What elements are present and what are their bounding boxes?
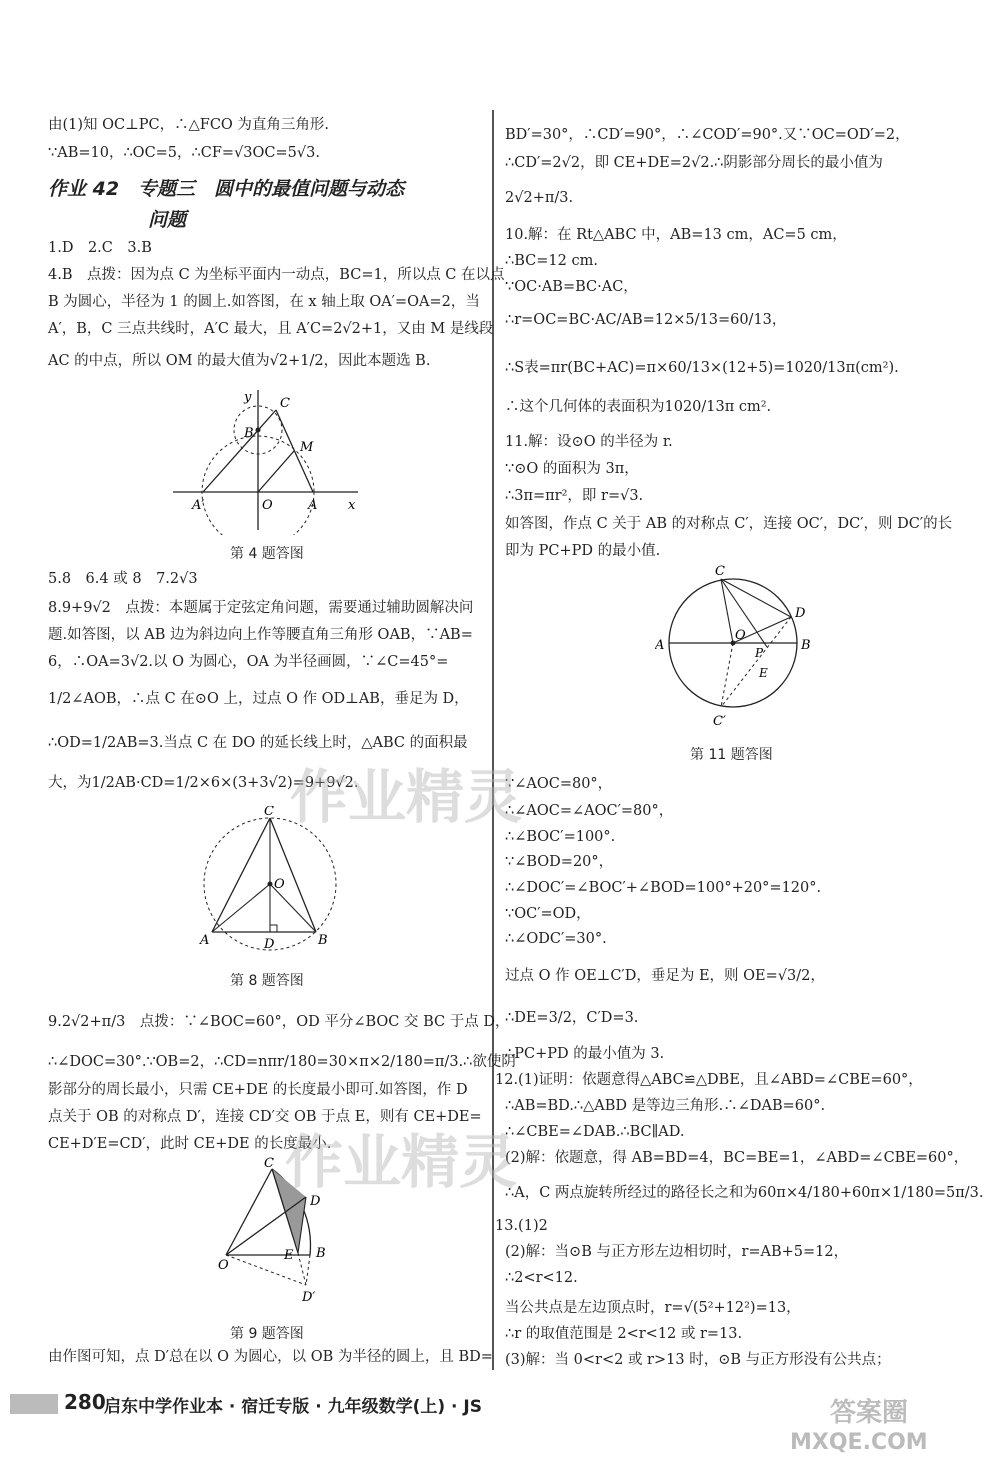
fig-label: B <box>801 638 811 653</box>
page-number: 280 <box>64 1390 106 1414</box>
fig-label: O <box>262 498 273 513</box>
fig-label: O <box>218 1258 229 1273</box>
text-line: ∴3π=πr²，即 r=√3. <box>505 488 644 504</box>
text-line: ∵OC·AB=BC·AC， <box>505 279 638 295</box>
fig-label: A <box>200 933 210 948</box>
text-line: ∴CD′=2√2，即 CE+DE=2√2.∴阴影部分周长的最小值为 <box>505 155 883 171</box>
fig-label: M <box>300 440 314 455</box>
page-footer <box>0 1386 1000 1418</box>
figure-caption: 第 11 题答图 <box>690 747 773 763</box>
text-line: 9.2√2+π/3 点拨：∵∠BOC=60°，OD 平分∠BOC 交 BC 于点 D， <box>48 1014 510 1030</box>
fig-label: C <box>715 565 725 579</box>
text-line: 过点 O 作 OE⊥C′D，垂足为 E，则 OE=√3/2， <box>505 968 825 984</box>
text-line: 5.8 6.4 或 8 7.2√3 <box>48 571 198 587</box>
fig-label: D <box>264 937 275 952</box>
text-line: ∴BC=12 cm. <box>505 253 598 269</box>
text-line: ∴DE=3/2，C′D=3. <box>505 1010 639 1026</box>
fig-label: A′ <box>192 498 205 513</box>
corner-watermark-url: MXQE.COM <box>790 1430 928 1455</box>
fig-label: A <box>655 638 665 653</box>
fig-label: B <box>244 426 254 441</box>
text-line: A′，B，C 三点共线时，A′C 最大，且 A′C=2√2+1，又由 M 是线段 <box>48 321 494 337</box>
fig-label: D <box>795 606 806 621</box>
text-line: ∴r=OC=BC·AC/AB=12×5/13=60/13， <box>505 312 787 328</box>
text-line: (2)解：依题意，得 AB=BD=4，BC=BE=1，∠ABD=∠CBE=60°， <box>505 1150 969 1166</box>
text-line: 12.(1)证明：依题意得△ABC≌△DBE，且∠ABD=∠CBE=60°， <box>495 1072 923 1088</box>
text-line: ∴AB=BD.∴△ABD 是等边三角形.∴∠DAB=60°. <box>505 1098 826 1114</box>
text-line: ∴∠ODC′=30°. <box>505 931 607 947</box>
text-line: AC 的中点，所以 OM 的最大值为√2+1/2，因此本题选 B. <box>48 353 431 369</box>
text-line: 8.9+9√2 点拨：本题属于定弦定角问题，需要通过辅助圆解决问 <box>48 600 474 616</box>
text-line: 由(1)知 OC⊥PC，∴△FCO 为直角三角形. <box>48 117 330 133</box>
text-line: (3)解：当 0<r<2 或 r>13 时，⊙B 与正方形没有公共点； <box>505 1352 891 1368</box>
text-line: 点关于 OB 的对称点 D′，连接 CD′交 OB 于点 E，则有 CE+DE= <box>48 1109 482 1125</box>
corner-watermark: 答案圈 <box>830 1398 909 1428</box>
text-line: 由作图可知，点 D′总在以 O 为圆心，以 OB 为半径的圆上，且 BD= <box>48 1349 493 1365</box>
text-line: ∴PC+PD 的最小值为 3. <box>505 1046 665 1062</box>
text-line: ∴S表=πr(BC+AC)=π×60/13×(12+5)=1020/13π(cm²). <box>505 360 899 376</box>
fig-label: B <box>318 933 328 948</box>
text-line: ∴OD=1/2AB=3.当点 C 在 DO 的延长线上时，△ABC 的面积最 <box>48 735 468 751</box>
fig-label: P <box>755 646 764 660</box>
fig-label: D <box>310 1194 321 1209</box>
fig-label: O <box>735 628 746 643</box>
fig-label: C <box>264 1156 274 1171</box>
text-line: ∵AB=10，∴OC=5，∴CF=√3OC=5√3. <box>48 145 320 161</box>
text-line: 11.解：设⊙O 的半径为 r. <box>505 434 673 450</box>
text-line: ∵∠AOC=80°， <box>505 776 613 792</box>
fig-label: E <box>759 666 768 680</box>
text-line: ∴A，C 两点旋转所经过的路径长之和为60π×4/180+60π×1/180=5π/3. <box>505 1185 984 1201</box>
watermark: 作业精灵 <box>285 1128 518 1196</box>
watermark: 作业精灵 <box>290 763 523 831</box>
text-line: 大，为1/2AB·CD=1/2×6×(3+3√2)=9+9√2. <box>48 775 359 791</box>
text-line: ∴r 的取值范围是 2<r<12 或 r=13. <box>505 1326 743 1342</box>
text-line: 4.B 点拨：因为点 C 为坐标平面内一动点，BC=1，所以点 C 在以点 <box>48 267 505 283</box>
figure-caption: 第 9 题答图 <box>230 1326 304 1342</box>
fig-label: D′ <box>302 1290 316 1305</box>
text-line: B 为圆心，半径为 1 的圆上.如答图，在 x 轴上取 OA′=OA=2，当 <box>48 294 480 310</box>
text-line: ∴∠BOC′=100°. <box>505 829 616 845</box>
text-line: ∴2<r<12. <box>505 1270 578 1286</box>
text-line: 如答图，作点 C 关于 AB 的对称点 C′，连接 OC′，DC′，则 DC′的长 <box>505 516 953 532</box>
text-line: 题.如答图，以 AB 边为斜边向上作等腰直角三角形 OAB，∵AB= <box>48 627 473 643</box>
text-line: ∴∠DOC′=∠BOC′+∠BOD=100°+20°=120°. <box>505 880 822 896</box>
figure-caption: 第 4 题答图 <box>230 546 304 562</box>
text-line: 2√2+π/3. <box>505 190 574 206</box>
text-line: 6，∴OA=3√2.以 O 为圆心，OA 为半径画圆，∵∠C=45°= <box>48 654 449 670</box>
text-line: 影部分的周长最小，只需 CE+DE 的长度最小即可.如答图，作 D <box>48 1082 468 1098</box>
fig-label: y <box>244 390 252 405</box>
text-line: 即为 PC+PD 的最小值. <box>505 543 661 559</box>
text-line: ∴∠AOC=∠AOC′=80°， <box>505 803 674 819</box>
fig-label: O <box>274 877 285 892</box>
text-line: 13.(1)2 <box>495 1218 548 1234</box>
text-line: ∵OC′=OD， <box>505 906 591 922</box>
figure-4 <box>168 385 368 535</box>
section-title: 作业 42 专题三 圆中的最值问题与动态 <box>48 178 405 200</box>
book-title: 启东中学作业本 · 宿迁专版 · 九年级数学(上) · JS <box>104 1397 482 1417</box>
figure-11 <box>655 565 815 735</box>
fig-label: A <box>308 498 318 513</box>
fig-label: B <box>316 1246 326 1261</box>
figure-caption: 第 8 题答图 <box>230 973 304 989</box>
text-line: CE+D′E=CD′，此时 CE+DE 的长度最小. <box>48 1136 332 1152</box>
fig-label: C <box>280 396 290 411</box>
text-line: 1/2∠AOB，∴点 C 在⊙O 上，过点 O 作 OD⊥AB，垂足为 D， <box>48 691 469 707</box>
text-line: ∵⊙O 的面积为 3π， <box>505 461 639 477</box>
fig-label: C′ <box>713 714 726 729</box>
text-line: 1.D 2.C 3.B <box>48 240 152 256</box>
fig-label: E <box>284 1248 294 1263</box>
fig-label: x <box>348 498 356 513</box>
text-line: (2)解：当⊙B 与正方形左边相切时，r=AB+5=12， <box>505 1244 849 1260</box>
text-line: 10.解：在 Rt△ABC 中，AB=13 cm，AC=5 cm， <box>505 227 847 243</box>
text-line: ∴这个几何体的表面积为1020/13π cm². <box>505 399 772 415</box>
footer-bar <box>10 1394 58 1414</box>
text-line: BD′=30°，∴CD′=90°，∴∠COD′=90°.又∵OC=OD′=2， <box>505 127 910 143</box>
text-line: 当公共点是左边顶点时，r=√(5²+12²)=13， <box>505 1300 801 1316</box>
fig-label: C <box>264 806 274 819</box>
text-line: ∵∠BOD=20°， <box>505 854 614 870</box>
text-line: ∴∠DOC=30°.∵OB=2，∴CD=nπr/180=30×π×2/180=π/3.∴欲使阴 <box>48 1054 516 1070</box>
text-line: ∴∠CBE=∠DAB.∴BC∥AD. <box>505 1124 685 1140</box>
section-title-cont: 问题 <box>148 209 187 231</box>
